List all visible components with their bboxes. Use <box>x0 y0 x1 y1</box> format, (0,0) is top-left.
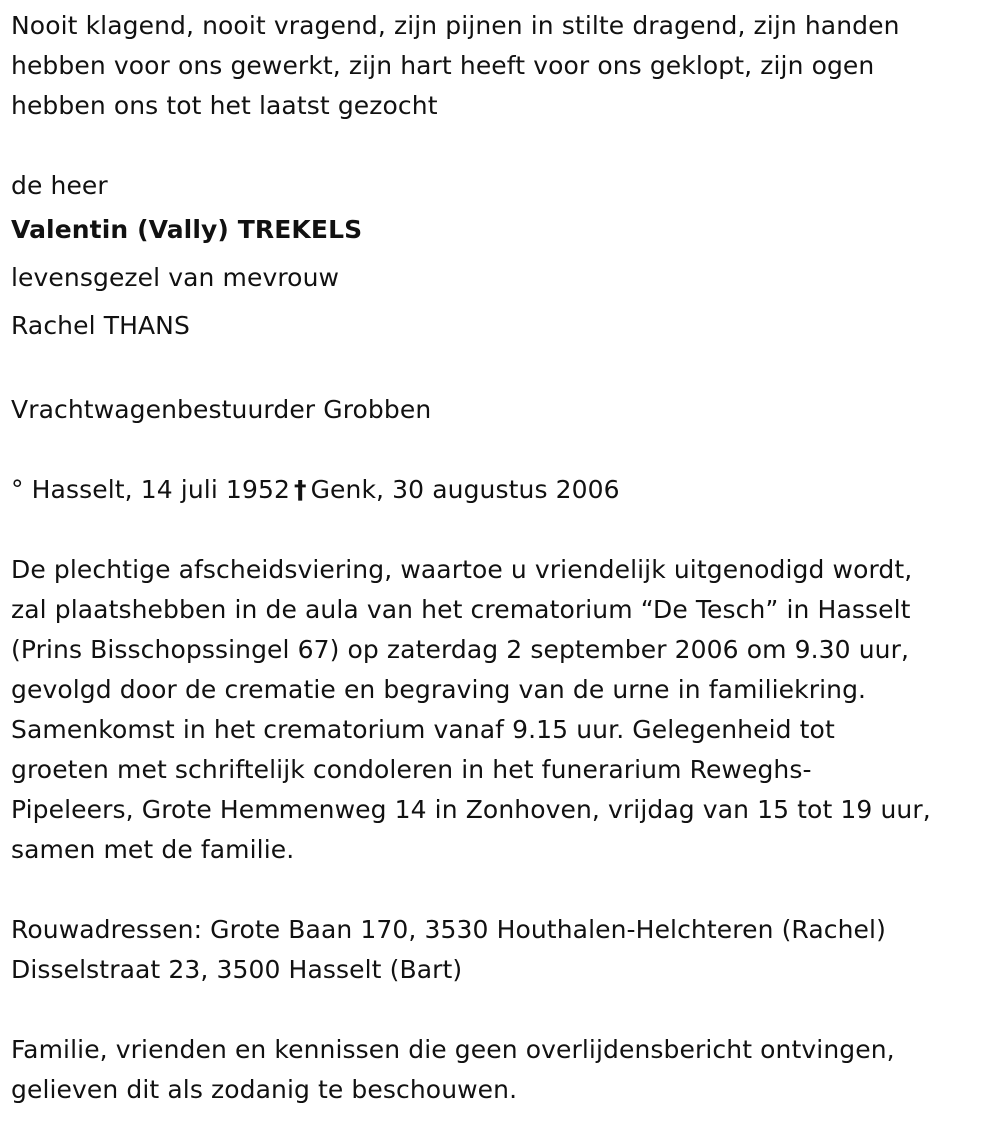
life-dates <box>11 470 989 510</box>
ceremony-line: groeten met schriftelijk condoleren in het funerarium Reweghs- <box>11 755 812 784</box>
closing-line: Familie, vrienden en kennissen die geen overlijdensbericht ontvingen, <box>11 1035 895 1064</box>
motto-line: Nooit klagend, nooit vragend, zijn pijnen in stilte dragend, zijn handen <box>11 11 900 40</box>
motto-line: hebben voor ons gewerkt, zijn hart heeft voor ons geklopt, zijn ogen <box>11 51 875 80</box>
ceremony-paragraph <box>11 550 989 870</box>
ceremony-line: Pipeleers, Grote Hemmenweg 14 in Zonhoven, vrijdag van 15 tot 19 uur, <box>11 795 931 824</box>
relation-text: levensgezel van mevrouw <box>11 263 340 292</box>
occupation: Vrachtwagenbestuurder Grobben <box>11 395 432 424</box>
closing-line: gelieven dit als zodanig te beschouwen. <box>11 1075 518 1104</box>
birth-symbol: ° <box>11 475 24 504</box>
closing-paragraph <box>11 1030 989 1110</box>
motto-line: hebben ons tot het laatst gezocht <box>11 91 438 120</box>
motto-paragraph <box>11 6 989 126</box>
ceremony-line: De plechtige afscheidsviering, waartoe u vriendelijk uitgenodigd wordt, <box>11 555 913 584</box>
deceased-name: Valentin (Vally) TREKELS <box>11 215 363 244</box>
ceremony-line: zal plaatshebben in de aula van het crematorium “De Tesch” in Hasselt <box>11 595 911 624</box>
ceremony-line: (Prins Bisschopssingel 67) op zaterdag 2 september 2006 om 9.30 uur, <box>11 635 910 664</box>
cross-icon: † <box>293 475 307 504</box>
ceremony-line: Samenkomst in het crematorium vanaf 9.15 uur. Gelegenheid tot <box>11 715 835 744</box>
address-line: Rouwadressen: Grote Baan 170, 3530 Houthalen-Helchteren (Rachel) <box>11 915 886 944</box>
obituary-notice <box>11 6 989 1110</box>
birth-date: Hasselt, 14 juli 1952 <box>31 475 290 504</box>
address-line: Disselstraat 23, 3500 Hasselt (Bart) <box>11 955 463 984</box>
ceremony-line: gevolgd door de crematie en begraving van de urne in familiekring. <box>11 675 867 704</box>
partner-name: Rachel THANS <box>11 311 190 340</box>
honorific: de heer <box>11 171 108 200</box>
addresses-paragraph <box>11 910 989 990</box>
death-date: Genk, 30 augustus 2006 <box>310 475 620 504</box>
ceremony-line: samen met de familie. <box>11 835 295 864</box>
